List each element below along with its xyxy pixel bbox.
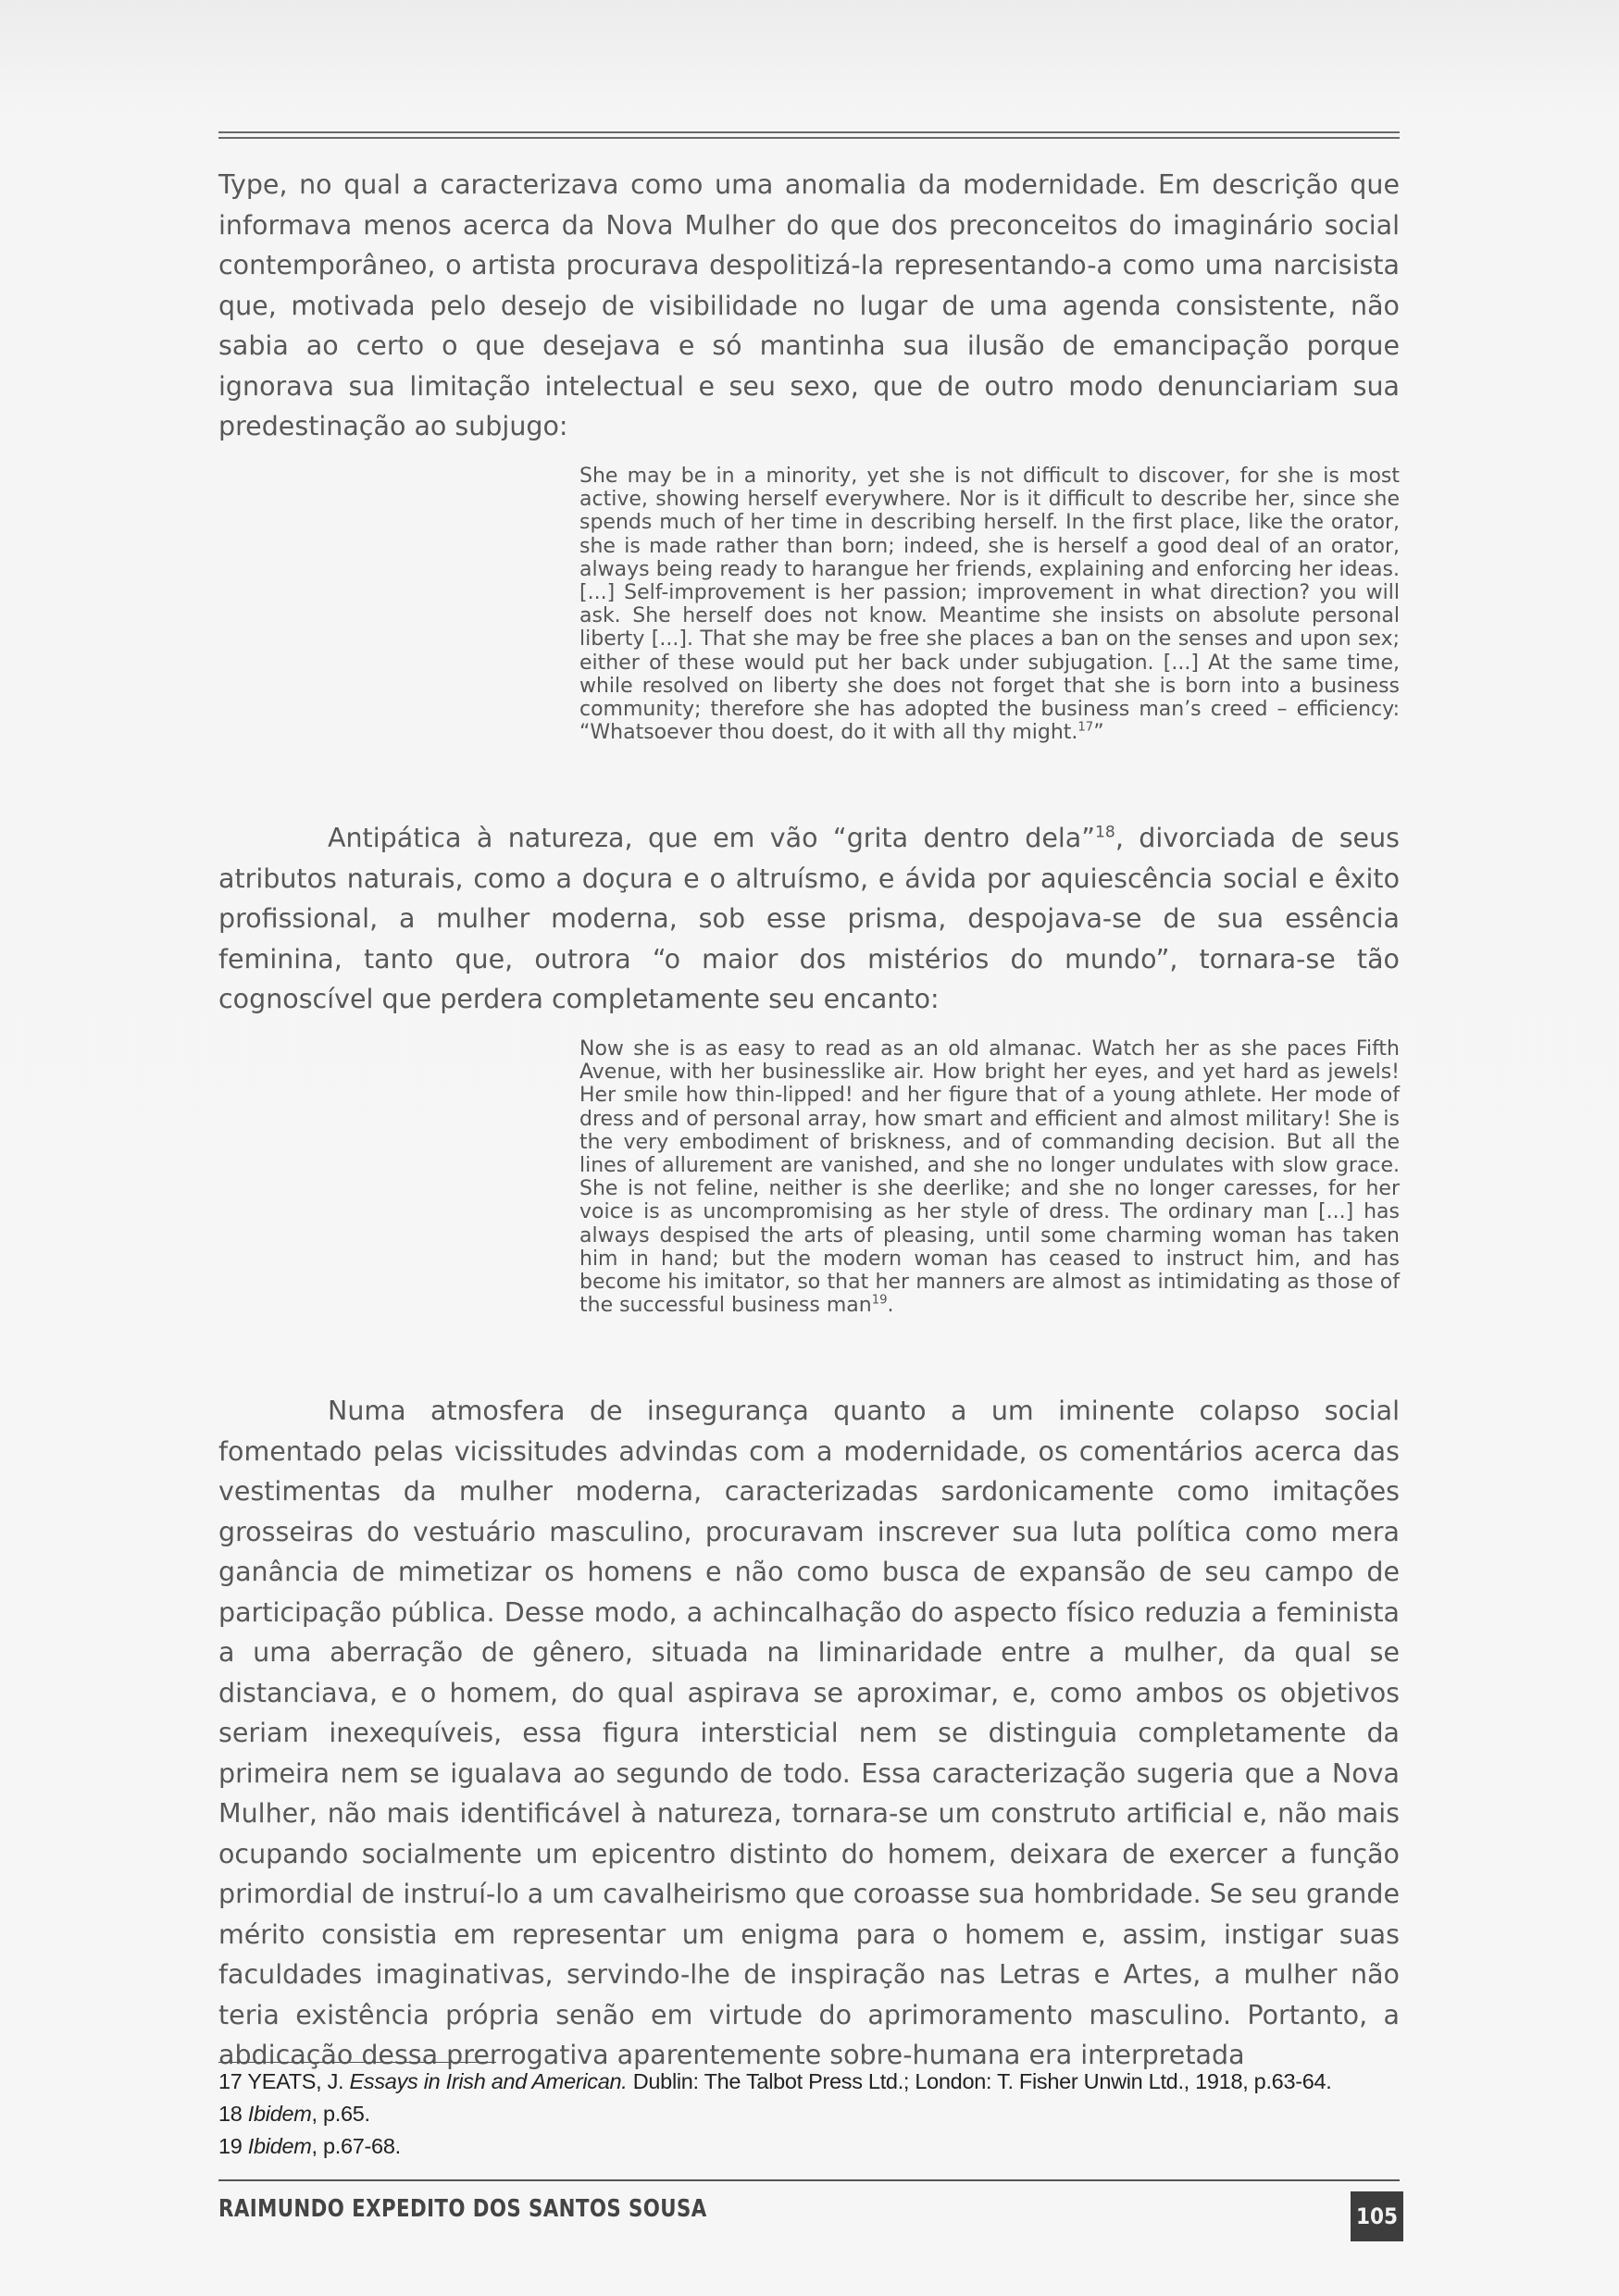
block-quote-1 bbox=[579, 465, 1400, 744]
quote-2-text: Now she is as easy to read as an old almanac. Watch her as she paces Fifth Avenue, with her businesslike air. How bright her eyes, and yet hard as jewels! Her smile how thin-lipped! and her figure that of a young athlete. Her mode of dress and of personal array, how smart and efficient and almost military! She is the very embodiment of briskness, and of commanding decision. But all the lines of allurement are vanished, and she no longer undulates with slow grace. She is not feline, neither is she deerlike; and she no longer caresses, for her voice is as uncompromising as her style of dress. The ordinary man [...] has always despised the arts of pleasing, until some charming woman has taken him in hand; but the modern woman has ceased to instruct him, and has become his imitator, so that her manners are almost as intimidating as those of the successful business man bbox=[579, 1037, 1400, 1318]
paragraph-2-start: Antipática à natureza, que em vão “grita dentro dela” bbox=[328, 823, 1096, 853]
paragraph-3: Numa atmosfera de insegurança quanto a um iminente colapso social fomentado pelas vicissitudes advindas com a modernidade, os comentários acerca das vestimentas da mulher moderna, caracterizadas sardonicamente como imitações grosseiras do vestuário masculino, procuravam inscrever sua luta política como mera ganância de mimetizar os homens e não como busca de expansão de seu campo de participação pública. Desse modo, a achincalhação do aspecto físico reduzia a feminista a uma aberração de gênero, situada na liminaridade entre a mulher, da qual se distanciava, e o homem, do qual aspirava se aproximar, e, como ambos os objetivos seriam inexequíveis, essa figura intersticial nem se distinguia completamente da primeira nem se igualava ao segundo de todo. Essa caracterização sugeria que a Nova Mulher, não mais identificável à natureza, tornara-se um construto artificial e, não mais ocupando socialmente um epicentro distinto do homem, deixara de exercer a função primordial de instruí-lo a um cavalheirismo que coroasse sua hombridade. Se seu grande mérito consistia em representar um enigma para o homem e, assim, instigar suas faculdades imaginativas, servindo-lhe de inspiração nas Letras e Artes, a mulher não teria existência própria senão em virtude do aprimoramento masculino. Portanto, a abdicação dessa prerrogativa aparentemente sobre-humana era interpretada bbox=[218, 1396, 1400, 2070]
footnote-19-number: 19 bbox=[218, 2134, 248, 2158]
footnote-19 bbox=[218, 2130, 1413, 2163]
paragraph-2 bbox=[218, 818, 1400, 1020]
footnote-19-title: Ibidem bbox=[247, 2134, 312, 2158]
block-quote-2 bbox=[579, 1037, 1400, 1317]
quote-1-text: She may be in a minority, yet she is not difficult to discover, for she is most active, showing herself everywhere. Nor is it difficult to describe her, since she spends much of her time in describing herself. In the first place, like the orator, she is made rather than born; indeed, she is herself a good deal of an orator, always being ready to harangue her friends, explaining and enforcing her ideas. [...] Self-improvement is her passion; improvement in what direction? you will ask. She herself does not know. Meantime she insists on absolute personal liberty [...]. That she may be free she places a ban on the senses and upon sex; either of these would put her back under subjugation. [...] At the same time, while resolved on liberty she does not forget that she is born into a business community; therefore she has adopted the business man’s creed – efficiency: “Whatsoever thou doest, do it with all thy might. bbox=[579, 465, 1400, 745]
running-footer-author: RAIMUNDO EXPEDITO DOS SANTOS SOUSA bbox=[218, 2195, 707, 2223]
footnote-17-number: 17 YEATS, J. bbox=[218, 2069, 350, 2093]
footer-rule bbox=[218, 2179, 1400, 2181]
quote-2-end: . bbox=[887, 1294, 894, 1318]
footnote-18 bbox=[218, 2098, 1413, 2130]
quote-1-end: ” bbox=[1093, 721, 1104, 745]
footnote-17-title: Essays in Irish and American. bbox=[349, 2069, 628, 2093]
footnote-ref-19[interactable]: 19 bbox=[871, 1293, 888, 1308]
footnote-17 bbox=[218, 2066, 1413, 2098]
header-rule bbox=[218, 131, 1400, 139]
footnote-18-title: Ibidem bbox=[247, 2102, 312, 2126]
footnote-17-text: Dublin: The Talbot Press Ltd.; London: T. Fisher Unwin Ltd., 1918, p.63-64. bbox=[627, 2069, 1332, 2093]
footnotes bbox=[218, 2066, 1413, 2163]
footnote-ref-17[interactable]: 17 bbox=[1077, 720, 1094, 735]
footnote-18-text: , p.65. bbox=[311, 2102, 370, 2126]
paragraph-1: Type, no qual a caracterizava como uma anomalia da modernidade. Em descrição que informava menos acerca da Nova Mulher do que dos preconceitos do imaginário social contemporâneo, o artista procurava despolitizá-la representando-a como uma narcisista que, motivada pelo desejo de visibilidade no lugar de uma agenda consistente, não sabia ao certo o que desejava e só mantinha sua ilusão de emancipação porque ignorava sua limitação intelectual e seu sexo, que de outro modo denunciariam sua predestinação ao subjugo: bbox=[218, 169, 1400, 441]
footnote-separator bbox=[218, 2062, 496, 2063]
footnote-18-number: 18 bbox=[218, 2102, 248, 2126]
page-number: 105 bbox=[1351, 2191, 1403, 2241]
footnote-19-text: , p.67-68. bbox=[311, 2134, 401, 2158]
footnote-ref-18[interactable]: 18 bbox=[1095, 823, 1115, 842]
paragraph-2-rest: , divorciada de seus atributos naturais, como a doçura e o altruísmo, e ávida por aquiescência social e êxito profissional, a mulher moderna, sob esse prisma, despojava-se de sua essência feminina, tanto que, outrora “o maior dos mistérios do mundo”, tornara-se tão cognoscível que perdera completamente seu encanto: bbox=[218, 823, 1401, 1014]
